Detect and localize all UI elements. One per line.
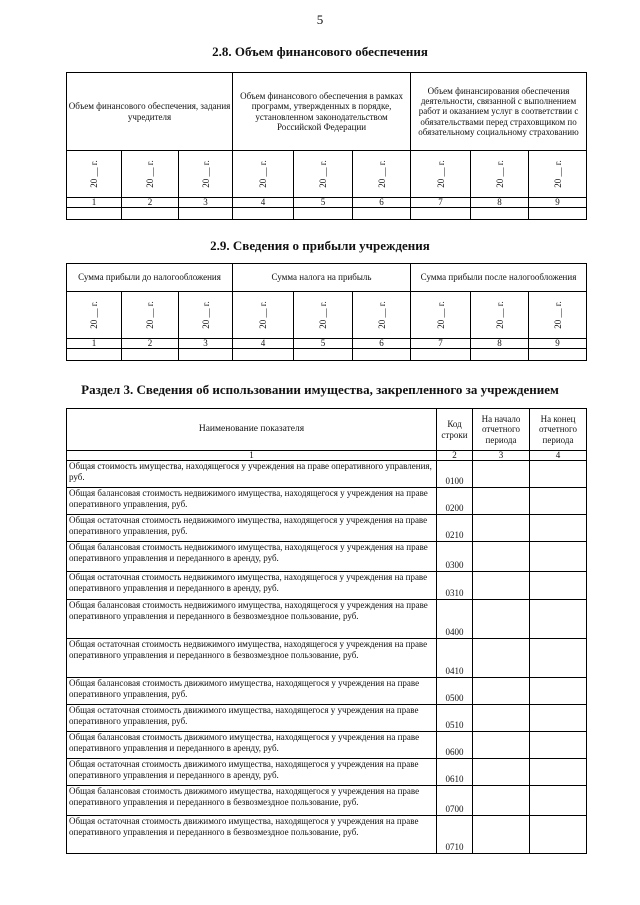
row-code: 0500: [437, 678, 473, 705]
header-col-1: Сумма прибыли до налогообложения: [67, 264, 233, 292]
value-start-cell[interactable]: [473, 759, 530, 786]
indicator-name: Общая балансовая стоимость движимого имущества, находящегося у учреждения на праве оперативного управления, руб.: [67, 678, 437, 705]
header-code: Код строки: [437, 409, 473, 451]
table-row: [67, 759, 587, 786]
column-number: 9: [529, 198, 587, 208]
indicator-name: Общая остаточная стоимость движимого имущества, находящегося у учреждения на праве оперативного управления и переданного в аренду, руб.: [67, 759, 437, 786]
column-number: 4: [233, 339, 294, 349]
table-row: [67, 786, 587, 816]
indicator-name: Общая остаточная стоимость недвижимого имущества, находящегося у учреждения на праве оперативного управления и переданного в аренду, руб.: [67, 572, 437, 600]
column-number: 5: [294, 339, 353, 349]
table-row: [67, 515, 587, 542]
value-start-cell[interactable]: [473, 639, 530, 678]
row-code: 0600: [437, 732, 473, 759]
year-cell: 20 __ г.: [552, 301, 563, 329]
indicator-name: Общая балансовая стоимость недвижимого имущества, находящегося у учреждения на праве оперативного управления и переданного в безвозмездное пользование, руб.: [67, 600, 437, 639]
column-number: 7: [411, 198, 471, 208]
year-cell: 20 __ г.: [435, 160, 446, 188]
year-cell: 20 __ г.: [376, 301, 387, 329]
value-end-cell[interactable]: [530, 600, 587, 639]
year-cell: 20 __ г.: [88, 301, 99, 329]
finance-table: [66, 72, 587, 220]
value-start-cell[interactable]: [473, 678, 530, 705]
year-cell: 20 __ г.: [435, 301, 446, 329]
year-row: [67, 151, 587, 198]
table-row: [67, 572, 587, 600]
row-code: 0210: [437, 515, 473, 542]
year-cell: 20 __ г.: [494, 160, 505, 188]
indicator-name: Общая балансовая стоимость недвижимого имущества, находящегося у учреждения на праве оперативного управления, руб.: [67, 488, 437, 515]
table-row: [67, 678, 587, 705]
value-start-cell[interactable]: [473, 572, 530, 600]
year-row: [67, 292, 587, 339]
page-number: 5: [316, 12, 324, 27]
row-code: 0410: [437, 639, 473, 678]
row-code: 0310: [437, 572, 473, 600]
value-start-cell[interactable]: [473, 488, 530, 515]
year-cell: 20 __ г.: [200, 301, 211, 329]
year-cell: 20 __ г.: [200, 160, 211, 188]
data-row: [67, 208, 587, 220]
header-col-3: Объем финансирования обеспечения деятельности, связанной с выполнением работ и оказанием услуг в соответствии с обязательствами перед страховщиком по обязательному социальному страхованию: [411, 73, 587, 151]
section-3-title: Раздел 3. Сведения об использовании имущества, закрепленного за учреждением: [81, 382, 559, 397]
column-number-row: [67, 451, 587, 461]
indicator-name: Общая остаточная стоимость недвижимого имущества, находящегося у учреждения на праве оперативного управления, руб.: [67, 515, 437, 542]
section-2-8-title: 2.8. Объем финансового обеспечения: [212, 44, 428, 59]
table-row: [67, 705, 587, 732]
value-start-cell[interactable]: [473, 600, 530, 639]
column-number: 2: [122, 339, 179, 349]
property-table: [66, 408, 587, 854]
column-number: 1: [67, 451, 437, 461]
year-cell: 20 __ г.: [144, 160, 155, 188]
value-end-cell[interactable]: [530, 732, 587, 759]
column-number: 3: [179, 198, 233, 208]
value-start-cell[interactable]: [473, 515, 530, 542]
header-start: На начало отчетного периода: [473, 409, 530, 451]
table-row: [67, 600, 587, 639]
header-col-1: Объем финансового обеспечения, задания учредителя: [67, 73, 233, 151]
header-col-2: Сумма налога на прибыль: [233, 264, 411, 292]
value-start-cell[interactable]: [473, 542, 530, 572]
header-name: Наименование показателя: [67, 409, 437, 451]
column-number: 8: [471, 198, 529, 208]
row-code: 0510: [437, 705, 473, 732]
value-start-cell[interactable]: [473, 786, 530, 816]
column-number: 2: [437, 451, 473, 461]
year-cell: 20 __ г.: [317, 160, 328, 188]
column-number: 6: [353, 339, 411, 349]
column-number: 2: [122, 198, 179, 208]
data-row: [67, 349, 587, 361]
value-end-cell[interactable]: [530, 678, 587, 705]
value-start-cell[interactable]: [473, 705, 530, 732]
column-number: 5: [294, 198, 353, 208]
header-col-2: Объем финансового обеспечения в рамках программ, утвержденных в порядке, установленном законодательством Российской Федерации: [233, 73, 411, 151]
column-number: 3: [179, 339, 233, 349]
column-number-row: [67, 339, 587, 349]
column-number: 8: [471, 339, 529, 349]
value-end-cell[interactable]: [530, 542, 587, 572]
profit-table: [66, 263, 587, 361]
table-row: [67, 461, 587, 488]
year-cell: 20 __ г.: [144, 301, 155, 329]
value-end-cell[interactable]: [530, 639, 587, 678]
table-row: [67, 639, 587, 678]
row-code: 0100: [437, 461, 473, 488]
indicator-name: Общая балансовая стоимость движимого имущества, находящегося у учреждения на праве оперативного управления и переданного в безвозмездное пользование, руб.: [67, 786, 437, 816]
row-code: 0400: [437, 600, 473, 639]
year-cell: 20 __ г.: [88, 160, 99, 188]
header-col-3: Сумма прибыли после налогообложения: [411, 264, 587, 292]
year-cell: 20 __ г.: [317, 301, 328, 329]
row-code: 0300: [437, 542, 473, 572]
value-start-cell[interactable]: [473, 732, 530, 759]
column-number: 7: [411, 339, 471, 349]
value-end-cell[interactable]: [530, 515, 587, 542]
column-number: 1: [67, 339, 122, 349]
value-end-cell[interactable]: [530, 705, 587, 732]
indicator-name: Общая остаточная стоимость движимого имущества, находящегося у учреждения на праве оперативного управления, руб.: [67, 705, 437, 732]
section-2-9-title: 2.9. Сведения о прибыли учреждения: [210, 238, 430, 253]
column-number-row: [67, 198, 587, 208]
year-cell: 20 __ г.: [376, 160, 387, 188]
value-start-cell[interactable]: [473, 816, 530, 854]
value-end-cell[interactable]: [530, 488, 587, 515]
table-row: [67, 488, 587, 515]
indicator-name: Общая балансовая стоимость движимого имущества, находящегося у учреждения на праве оперативного управления и переданного в аренду, руб.: [67, 732, 437, 759]
column-number: 3: [473, 451, 530, 461]
value-end-cell[interactable]: [530, 572, 587, 600]
value-end-cell[interactable]: [530, 461, 587, 488]
year-cell: 20 __ г.: [552, 160, 563, 188]
column-number: 4: [233, 198, 294, 208]
row-code: 0200: [437, 488, 473, 515]
column-number: 6: [353, 198, 411, 208]
year-cell: 20 __ г.: [494, 301, 505, 329]
indicator-name: Общая остаточная стоимость движимого имущества, находящегося у учреждения на праве оперативного управления и переданного в безвозмездное пользование, руб.: [67, 816, 437, 854]
row-code: 0700: [437, 786, 473, 816]
value-end-cell[interactable]: [530, 786, 587, 816]
year-cell: 20 __ г.: [257, 301, 268, 329]
row-code: 0610: [437, 759, 473, 786]
indicator-name: Общая остаточная стоимость недвижимого имущества, находящегося у учреждения на праве оперативного управления и переданного в безвозмездное пользование, руб.: [67, 639, 437, 678]
value-start-cell[interactable]: [473, 461, 530, 488]
year-cell: 20 __ г.: [257, 160, 268, 188]
column-number: 9: [529, 339, 587, 349]
header-end: На конец отчетного периода: [530, 409, 587, 451]
column-number: 1: [67, 198, 122, 208]
value-end-cell[interactable]: [530, 816, 587, 854]
value-end-cell[interactable]: [530, 759, 587, 786]
row-code: 0710: [437, 816, 473, 854]
column-number: 4: [530, 451, 587, 461]
indicator-name: Общая балансовая стоимость недвижимого имущества, находящегося у учреждения на праве оперативного управления и переданного в аренду, руб.: [67, 542, 437, 572]
indicator-name: Общая стоимость имущества, находящегося у учреждения на праве оперативного управления, руб.: [67, 461, 437, 488]
table-row: [67, 732, 587, 759]
table-row: [67, 816, 587, 854]
table-row: [67, 542, 587, 572]
